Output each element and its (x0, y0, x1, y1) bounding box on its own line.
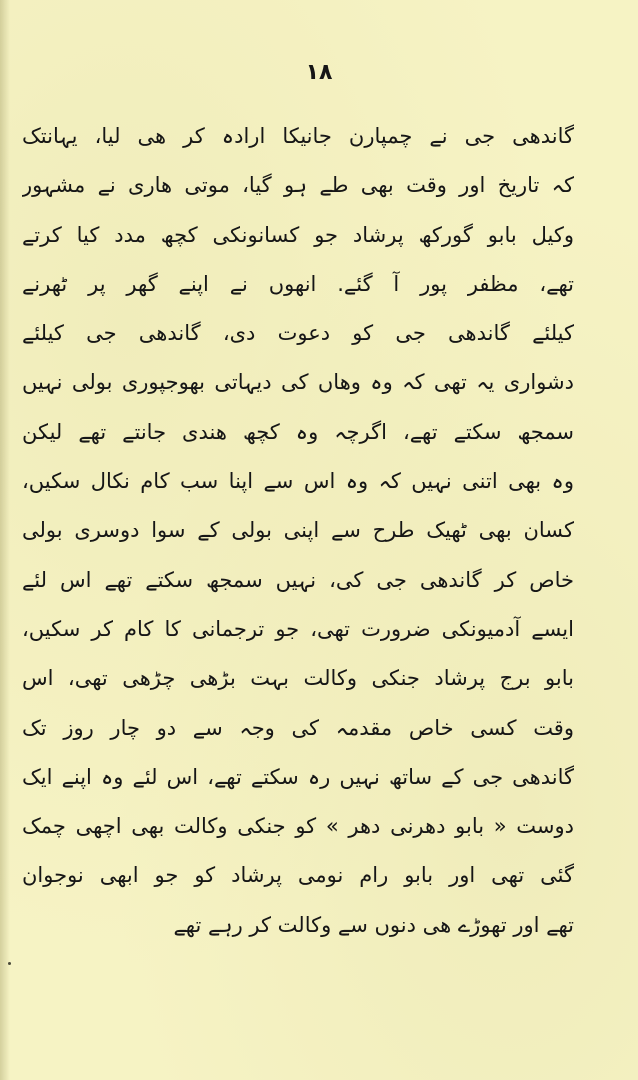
text-line: گاندھی جی کے ساتھ نہیں رہ سکتے تھے، اس لئے وہ اپنے ایک (22, 764, 574, 789)
text-line: سمجھ سکتے تھے، اگرچہ وہ کچھ ھندی جانتے تھے لیکن (22, 419, 574, 444)
text-line: تھے، مظفر پور آ گئے. انھوں نے اپنے گھر پر ٹھرنے (22, 271, 574, 296)
text-line: کہ تاریخ اور وقت بھی طے ہو گیا، موتی ھاری نے مشہور (22, 173, 574, 198)
text-line: تھے اور تھوڑے ھی دنوں سے وکالت کر رہے تھے (173, 912, 574, 937)
text-line: دشواری یہ تھی کہ وہ وھاں کی دیہاتی بھوجپوری بولی نہیں (22, 370, 574, 395)
paper-speck (8, 962, 11, 965)
text-line: گئی تھی اور بابو رام نومی پرشاد کو جو ابھی نوجوان (22, 863, 574, 888)
text-line: وہ بھی اتنی نہیں کہ وہ اس سے اپنا سب کام نکال سکیں، (22, 469, 574, 494)
text-line: دوست « بابو دھرنی دھر » کو جنکی وکالت بھی اچھی چمک (22, 814, 574, 839)
page-number: ۱۸ (305, 60, 333, 85)
text-line: کیلئے گاندھی جی کو دعوت دی، گاندھی جی کیلئے (22, 321, 574, 346)
text-line: بابو برج پرشاد جنکی وکالت بہت بڑھی چڑھی تھی، اس (22, 666, 574, 691)
text-line: ایسے آدمیونکی ضرورت تھی، جو ترجمانی کا کام کر سکیں، (22, 616, 574, 641)
text-line: گاندھی جی نے چمپارن جانیکا ارادہ کر ھی لیا، یہانتک (22, 124, 574, 148)
page-edge-shadow (0, 0, 10, 1080)
text-line: خاص کر گاندھی جی کی، نہیں سمجھ سکتے تھے اس لئے (22, 567, 574, 592)
text-line: وکیل بابو گورکھ پرشاد جو کسانونکی کچھ مدد کیا کرتے (22, 222, 574, 247)
text-line: وقت کسی خاص مقدمہ کی وجہ سے دو چار روز تک (22, 715, 574, 740)
body-text (22, 112, 574, 950)
text-line: کسان بھی ٹھیک طرح سے اپنی بولی کے سوا دوسری بولی (22, 518, 574, 543)
